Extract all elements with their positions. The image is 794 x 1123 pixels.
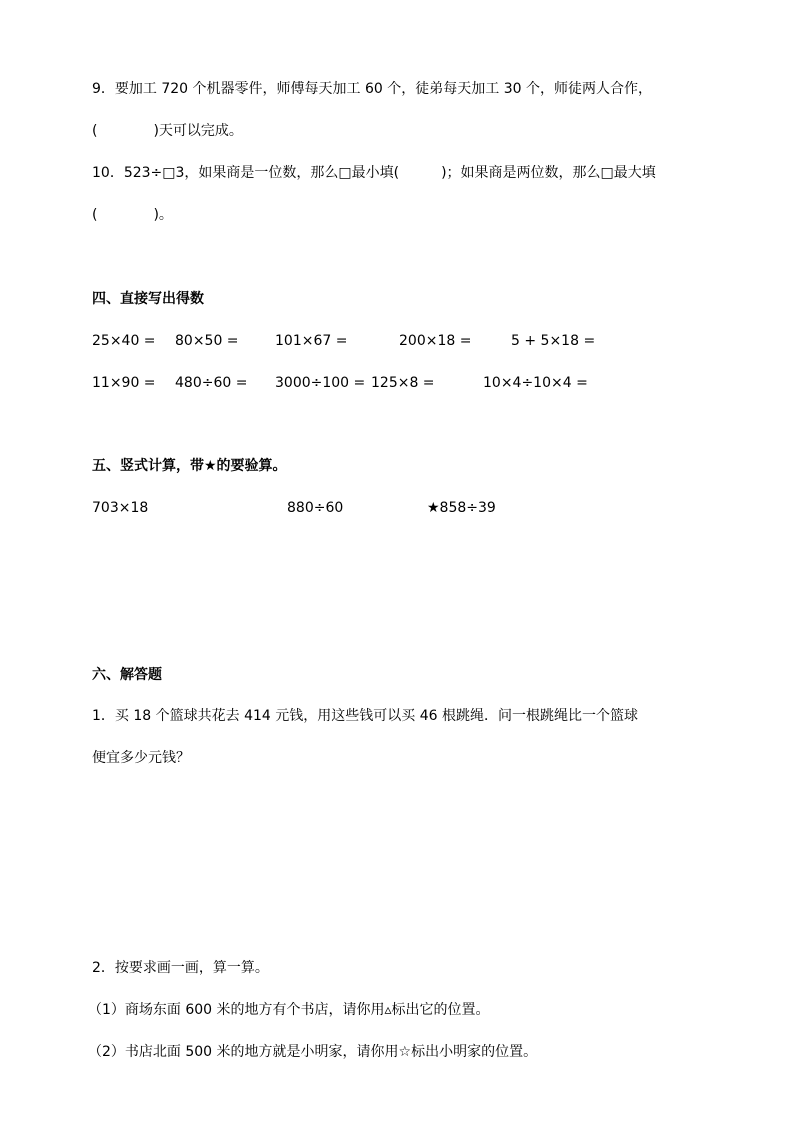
vertical-calc-item: 703×18 [92,500,149,516]
problem-2-sub-2: （2）书店北面 500 米的地方就是小明家，请你用☆标出小明家的位置。 [88,1044,538,1060]
problem-1-line2: 便宜多少元钱？ [92,750,190,766]
vertical-calc-item: 880÷60 [287,500,344,516]
mental-math-item: 10×4÷10×4 = [483,375,588,391]
question-10-line2: ( )。 [92,207,173,223]
section-5-heading: 五、竖式计算，带★的要验算。 [92,458,287,474]
section-4-heading: 四、直接写出得数 [92,291,204,307]
section-6-heading: 六、解答题 [92,667,162,683]
mental-math-item: 3000÷100 = [275,375,366,391]
question-9-line1: 9．要加工 720 个机器零件，师傅每天加工 60 个，徒弟每天加工 30 个，师徒两人合作， [92,81,652,97]
mental-math-item: 200×18 = [399,333,472,349]
mental-math-item: 5 + 5×18 = [511,333,596,349]
vertical-calc-item: ★858÷39 [427,500,496,516]
problem-1-line1: 1．买 18 个篮球共花去 414 元钱，用这些钱可以买 46 根跳绳．问一根跳绳比一个篮球 [92,708,638,724]
question-10-line1: 10．523÷□3，如果商是一位数，那么□最小填( )；如果商是两位数，那么□最大填 [92,165,656,181]
mental-math-item: 480÷60 = [175,375,248,391]
mental-math-item: 80×50 = [175,333,239,349]
question-9-line2: ( )天可以完成。 [92,123,243,139]
mental-math-item: 11×90 = [92,375,156,391]
mental-math-item: 101×67 = [275,333,348,349]
mental-math-item: 25×40 = [92,333,156,349]
problem-2-title: 2．按要求画一画，算一算。 [92,960,269,976]
mental-math-item: 125×8 = [371,375,435,391]
problem-2-sub-1: （1）商场东面 600 米的地方有个书店，请你用▵标出它的位置。 [88,1002,490,1018]
